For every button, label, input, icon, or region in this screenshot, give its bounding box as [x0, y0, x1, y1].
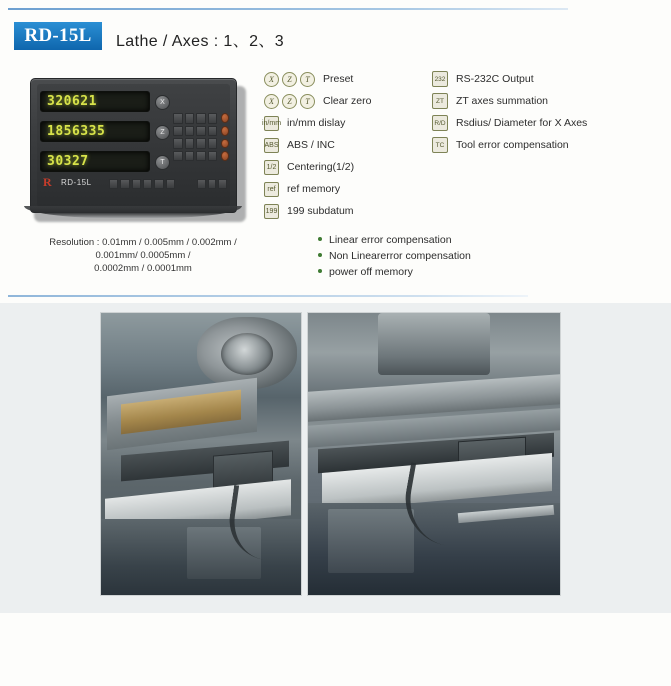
- feature-row-zt-summation: [432, 90, 662, 112]
- subdatum-icon-group: [264, 204, 279, 219]
- bullet-dot-icon: [318, 237, 322, 241]
- top-divider: [8, 8, 568, 10]
- ref-icon-group: [264, 182, 279, 197]
- feature-column-right: [432, 68, 662, 156]
- bullet-label: Non Linearerror compensation: [329, 250, 471, 262]
- display-axis-t: [40, 151, 150, 172]
- display-value-x: 320621: [47, 94, 97, 109]
- display-axis-x: [40, 91, 150, 112]
- inmm-icon-group: [261, 116, 282, 131]
- feature-row-subdatum: [264, 200, 434, 222]
- bullet-list: [318, 232, 578, 280]
- feature-label-inmm: in/mm dislay: [287, 117, 346, 129]
- resolution-line-1: Resolution : 0.01mm / 0.005mm / 0.002mm /: [49, 237, 237, 248]
- resolution-line-3: 0.0002mm / 0.0001mm: [94, 263, 192, 274]
- centering-half-icon: 1/2: [264, 160, 279, 175]
- clear-zero-icon-group: [264, 94, 315, 109]
- feature-row-preset: [264, 68, 434, 90]
- axis-indicator-x: X: [155, 95, 170, 110]
- feature-row-rs232c: [432, 68, 662, 90]
- centering-icon-group: [264, 160, 279, 175]
- feature-row-radius-diameter: [432, 112, 662, 134]
- device-function-keys: [109, 179, 175, 189]
- model-badge: RD-15L: [14, 22, 102, 50]
- page-title: Lathe / Axes : 1、2、3: [116, 33, 285, 50]
- feature-label-subdatum: 199 subdatum: [287, 205, 354, 217]
- axis-z-icon: Z: [282, 72, 297, 87]
- feature-row-clear-zero: [264, 90, 434, 112]
- photo-lathe-right: [307, 312, 561, 596]
- axis-t-icon: T: [300, 94, 315, 109]
- feature-label-preset: Preset: [323, 73, 354, 85]
- radius-icon-group: [432, 115, 448, 131]
- zt-icon-group: [432, 93, 448, 109]
- feature-label-centering: Centering(1/2): [287, 161, 355, 173]
- axis-t-icon: T: [300, 72, 315, 87]
- display-value-z: 1856335: [47, 124, 106, 139]
- abs-inc-icon: ABS: [264, 138, 279, 153]
- device-function-keys-right: [197, 179, 227, 189]
- axis-z-icon: Z: [282, 94, 297, 109]
- photo-band: [0, 303, 671, 613]
- feature-row-ref-memory: [264, 178, 434, 200]
- axis-indicator-t: T: [155, 155, 170, 170]
- bullet-item: [318, 232, 578, 248]
- ref-memory-icon: ref: [264, 182, 279, 197]
- feature-label-radius-diameter: Rsdius/ Diameter for X Axes: [456, 117, 588, 129]
- zt-axes-icon: ZT: [432, 93, 448, 109]
- axis-x-icon: X: [264, 72, 279, 87]
- feature-row-abs-inc: [264, 134, 434, 156]
- feature-row-inmm: [261, 112, 434, 134]
- bullet-dot-icon: [318, 253, 322, 257]
- photo-lathe-left: [100, 312, 302, 596]
- feature-label-clear-zero: Clear zero: [323, 95, 372, 107]
- feature-label-ref-memory: ref memory: [287, 183, 341, 195]
- photo-2-headstock: [378, 313, 490, 375]
- device-keypad: [173, 113, 217, 161]
- tool-error-icon: TC: [432, 137, 448, 153]
- display-axis-z: [40, 121, 150, 142]
- photo-2-mount-block: [328, 509, 414, 573]
- axis-indicator-z: Z: [155, 125, 170, 140]
- preset-icon-group: [264, 72, 315, 87]
- subdatum-199-icon: 199: [264, 204, 279, 219]
- bullet-label: Linear error compensation: [329, 234, 452, 246]
- axis-x-icon: X: [264, 94, 279, 109]
- feature-label-abs-inc: ABS / INC: [287, 139, 335, 151]
- feature-label-tool-error: Tool error compensation: [456, 139, 569, 151]
- rs232c-icon-group: [432, 71, 448, 87]
- bullet-item: [318, 264, 578, 280]
- feature-row-centering: [264, 156, 434, 178]
- tool-error-icon-group: [432, 137, 448, 153]
- device-brand-label: RD-15L: [61, 178, 92, 187]
- brand-logo-icon: R: [43, 175, 52, 189]
- device-side-keys: [221, 113, 229, 161]
- resolution-line-2: 0.001mm/ 0.0005mm /: [95, 250, 191, 261]
- device-illustration: [30, 78, 250, 233]
- radius-diameter-icon: R/D: [432, 115, 448, 131]
- rs232c-icon: 232: [432, 71, 448, 87]
- display-value-t: 30327: [47, 154, 89, 169]
- feature-row-tool-error: [432, 134, 662, 156]
- feature-label-zt-summation: ZT axes summation: [456, 95, 549, 107]
- bullet-dot-icon: [318, 269, 322, 273]
- feature-label-rs232c: RS-232C Output: [456, 73, 534, 85]
- resolution-text: [18, 236, 268, 275]
- feature-column-left: [261, 68, 434, 222]
- middle-divider: [8, 295, 528, 297]
- in-mm-icon: in/mm: [264, 116, 279, 131]
- bullet-item: [318, 248, 578, 264]
- bullet-label: power off memory: [329, 266, 413, 278]
- device-body: [30, 78, 237, 213]
- abs-icon-group: [264, 138, 279, 153]
- photo-1-chuck-center: [221, 333, 273, 375]
